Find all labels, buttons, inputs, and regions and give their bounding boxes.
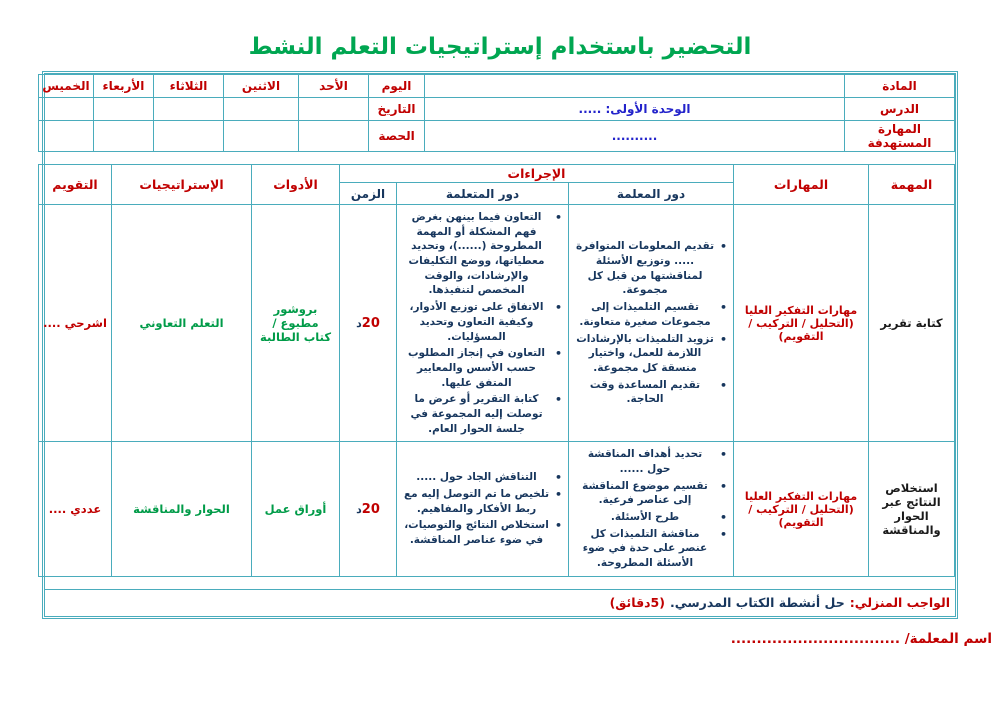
date-cell-monday [224,98,299,121]
cell-evaluation: عددي .... [39,442,112,577]
subject-label: المادة [845,75,955,98]
period-cell-thursday [39,121,94,152]
date-label: التاريخ [369,98,425,121]
teacher-name-dots: ................................. [730,630,901,647]
day-monday: الاثنين [224,75,299,98]
cell-strategy: الحوار والمناقشة [112,442,252,577]
info-row-subject [39,75,955,98]
date-cell-thursday [39,98,94,121]
learner-role-list [399,466,566,551]
homework-duration: (5دقائق) [609,595,665,611]
bullet-item: • استخلاص النتائج والتوصيات، في ضوء عناصر المناقشة. [403,518,550,547]
target-skill-value: .......... [425,121,845,152]
cell-tools: أوراق عمل [252,442,340,577]
homework-text: حل أنشطة الكتاب المدرسي. [669,595,845,611]
cell-time [340,205,397,442]
period-cell-wednesday [94,121,154,152]
cell-strategy: التعلم التعاوني [112,205,252,442]
teacher-name-label: اسم المعلمة/ [904,630,992,647]
time-unit: د [356,502,362,516]
cell-task: كتابة تقرير [869,205,955,442]
day-wednesday: الأربعاء [94,75,154,98]
bullet-item: • مناقشة التلميذات كل عنصر على حدة في ضوء الأسئلة المطروحة. [575,527,715,571]
bullet-item: • الاتفاق على توزيع الأدوار، وكيفية التعاون وتحديد المسؤليات. [403,300,550,344]
time-value: 20 [361,315,380,331]
bullet-item: • التناقش الجاد حول ..... [403,470,550,485]
document-frame [42,71,958,619]
day-thursday: الخميس [39,75,94,98]
date-cell-wednesday [94,98,154,121]
header-procedures: الإجراءات [340,165,734,183]
bullet-item: • تقديم المعلومات المتوافرة ..... وتوزيع الأسئلة لمناقشتها من قبل كل مجموعة. [575,239,715,298]
time-unit: د [356,316,362,330]
teacher-role-list [571,235,731,411]
table-row-conclusions [39,442,955,577]
period-cell-sunday [299,121,369,152]
cell-skills: مهارات التفكير العليا (التحليل / التركيب / التقويم) [734,205,869,442]
table-row-report-writing [39,205,955,442]
header-evaluation: التقويم [39,165,112,205]
bullet-item: • تقديم المساعدة وقت الحاجة. [575,378,715,407]
cell-tools: بروشور مطبوع / كتاب الطالبة [252,205,340,442]
teacher-role-list [571,443,731,575]
header-tools: الأدوات [252,165,340,205]
page-title: التحضير باستخدام إستراتيجيات التعلم النشط [248,34,752,60]
cell-teacher-role [569,442,734,577]
cell-learner-role [397,442,569,577]
section-gap [45,577,955,589]
cell-teacher-role [569,205,734,442]
target-skill-label: المهارة المستهدفة [845,121,955,152]
info-row-lesson [39,98,955,121]
period-cell-monday [224,121,299,152]
bullet-item: • كتابة التقرير أو عرض ما توصلت إليه المجموعة في جلسة الحوار العام. [403,392,550,436]
day-tuesday: الثلاثاء [154,75,224,98]
main-table [38,164,955,577]
time-value: 20 [361,501,380,517]
bullet-item: • تقسيم التلميذات إلى مجموعات صغيرة متعاونة. [575,300,715,329]
lesson-value: الوحدة الأولى: ..... [425,98,845,121]
cell-learner-role [397,205,569,442]
date-cell-tuesday [154,98,224,121]
header-learner-role: دور المتعلمة [397,183,569,205]
header-time: الزمن [340,183,397,205]
header-task: المهمة [869,165,955,205]
learner-role-list [399,206,566,440]
cell-time [340,442,397,577]
bullet-item: • تحديد أهداف المناقشة حول ...... [575,447,715,476]
day-label: اليوم [369,75,425,98]
homework-strip [45,589,955,616]
header-row-top [39,165,955,183]
bullet-item: • تزويد التلميذات بالإرشادات اللازمة للعمل، واختيار منسقة كل مجموعة. [575,332,715,376]
info-row-target-skill [39,121,955,152]
header-teacher-role: دور المعلمة [569,183,734,205]
date-cell-sunday [299,98,369,121]
section-gap [45,152,955,164]
homework-label: الواجب المنزلي: [849,595,950,611]
bullet-item: • التعاون في إنجاز المطلوب حسب الأسس والمعايير المتفق عليها. [403,346,550,390]
teacher-name-line [731,631,992,647]
header-strategies: الإستراتيجيات [112,165,252,205]
bullet-item: • التعاون فيما بينهن بغرض فهم المشكلة أو المهمة المطروحة (......)، وتحديد معطياتها، ووضع التكليفات والإرشادات، والوقت المخصص لتنفيذها. [403,210,550,298]
subject-value [425,75,845,98]
bullet-item: • تلخيص ما تم التوصل إليه مع ربط الأفكار والمفاهيم. [403,487,550,516]
period-label: الحصة [369,121,425,152]
cell-evaluation: اشرحي .... [39,205,112,442]
cell-task: استخلاص النتائج عبر الحوار والمناقشة [869,442,955,577]
lesson-label: الدرس [845,98,955,121]
day-sunday: الأحد [299,75,369,98]
info-table [38,74,955,152]
period-cell-tuesday [154,121,224,152]
bullet-item: • طرح الأسئلة. [575,510,715,525]
header-skills: المهارات [734,165,869,205]
cell-skills: مهارات التفكير العليا (التحليل / التركيب / التقويم) [734,442,869,577]
bullet-item: • تقسيم موضوع المناقشة إلى عناصر فرعية. [575,479,715,508]
